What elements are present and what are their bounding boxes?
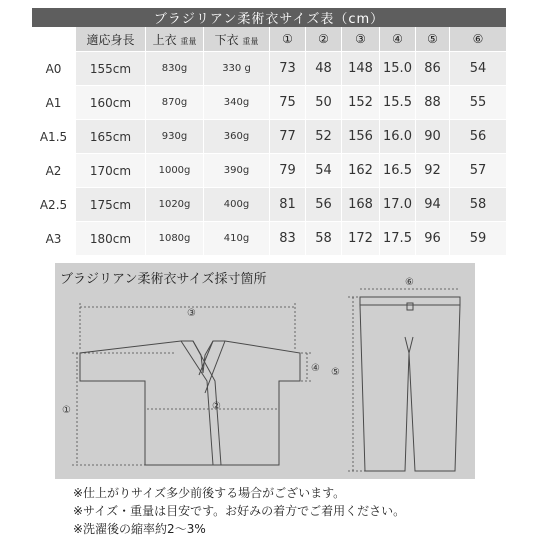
cell-height: 155cm	[76, 51, 146, 85]
cell-m4: 15.0	[380, 51, 416, 85]
cell-m3: 156	[342, 119, 380, 153]
cell-m5: 90	[416, 119, 450, 153]
cell-m6: 55	[450, 85, 506, 119]
note-1: ※仕上がりサイズ多少前後する場合がございます。	[73, 486, 346, 500]
cell-m1: 83	[270, 221, 306, 255]
cell-m3: 152	[342, 85, 380, 119]
cell-size: A1.5	[32, 119, 76, 153]
pants-legs	[360, 305, 460, 471]
table-title: ブラジリアン柔術衣サイズ表（cm）	[32, 8, 506, 27]
cell-size: A3	[32, 221, 76, 255]
header-bottom	[204, 27, 270, 51]
header-m3: ③	[342, 27, 380, 51]
cell-bottom: 390g	[204, 153, 270, 187]
cell-m6: 57	[450, 153, 506, 187]
cell-top: 1020g	[146, 187, 204, 221]
cell-m4: 16.0	[380, 119, 416, 153]
cell-m2: 48	[306, 51, 342, 85]
label-m5: ⑤	[331, 367, 340, 378]
cell-m4: 17.0	[380, 187, 416, 221]
label-m1: ①	[62, 405, 71, 416]
header-m2: ②	[306, 27, 342, 51]
cell-m6: 56	[450, 119, 506, 153]
cell-m4: 16.5	[380, 153, 416, 187]
label-m3: ③	[187, 308, 196, 319]
cell-m6: 58	[450, 187, 506, 221]
cell-bottom: 400g	[204, 187, 270, 221]
cell-m5: 86	[416, 51, 450, 85]
cell-top: 870g	[146, 85, 204, 119]
table-row	[32, 51, 506, 85]
jacket-body	[80, 341, 300, 465]
label-m6: ⑥	[405, 277, 414, 288]
cell-m1: 79	[270, 153, 306, 187]
cell-m4: 15.5	[380, 85, 416, 119]
cell-m2: 56	[306, 187, 342, 221]
size-table-container	[32, 8, 506, 255]
cell-m4: 17.5	[380, 221, 416, 255]
header-height: 適応身長	[76, 27, 146, 51]
cell-height: 160cm	[76, 85, 146, 119]
measurement-diagram	[55, 263, 475, 479]
header-m4: ④	[380, 27, 416, 51]
cell-m1: 75	[270, 85, 306, 119]
header-m6: ⑥	[450, 27, 506, 51]
note-3: ※洗濯後の縮率約2～3%	[73, 522, 206, 536]
table-row	[32, 119, 506, 153]
header-m1: ①	[270, 27, 306, 51]
cell-m2: 50	[306, 85, 342, 119]
cell-m5: 94	[416, 187, 450, 221]
cell-top: 1080g	[146, 221, 204, 255]
cell-m1: 77	[270, 119, 306, 153]
cell-m3: 168	[342, 187, 380, 221]
header-bottom-label: 下衣	[214, 32, 239, 47]
header-m5: ⑤	[416, 27, 450, 51]
cell-m2: 54	[306, 153, 342, 187]
cell-bottom: 330 g	[204, 51, 270, 85]
pants-waist	[360, 297, 460, 305]
size-table	[32, 8, 506, 255]
cell-m3: 162	[342, 153, 380, 187]
cell-m1: 81	[270, 187, 306, 221]
cell-m5: 92	[416, 153, 450, 187]
cell-bottom: 360g	[204, 119, 270, 153]
header-size	[32, 27, 76, 51]
cell-top: 930g	[146, 119, 204, 153]
cell-m3: 148	[342, 51, 380, 85]
cell-m5: 96	[416, 221, 450, 255]
cell-top: 830g	[146, 51, 204, 85]
jacket-measure-lines	[72, 303, 313, 465]
cell-size: A2	[32, 153, 76, 187]
cell-m2: 52	[306, 119, 342, 153]
diagram-svg	[55, 263, 475, 479]
header-top-unit: 重量	[180, 36, 197, 46]
table-header-row	[32, 27, 506, 51]
cell-m6: 59	[450, 221, 506, 255]
cell-size: A2.5	[32, 187, 76, 221]
cell-m5: 88	[416, 85, 450, 119]
label-m4: ④	[311, 363, 320, 374]
cell-height: 175cm	[76, 187, 146, 221]
cell-size: A1	[32, 85, 76, 119]
note-2: ※サイズ・重量は目安です。お好みの着方でご着用ください。	[73, 504, 406, 518]
table-row	[32, 187, 506, 221]
cell-m1: 73	[270, 51, 306, 85]
table-row	[32, 85, 506, 119]
pants-measure-lines	[348, 289, 460, 471]
header-top-label: 上衣	[152, 32, 177, 47]
pants-outline	[360, 297, 460, 471]
notes	[73, 484, 405, 538]
pants-crotch	[405, 337, 413, 353]
label-m2: ②	[212, 401, 221, 412]
jacket-lapel-left	[181, 341, 213, 465]
header-bottom-unit: 重量	[242, 36, 259, 46]
table-row	[32, 153, 506, 187]
pants-drawstring	[407, 303, 413, 310]
cell-height: 180cm	[76, 221, 146, 255]
cell-m3: 172	[342, 221, 380, 255]
table-row	[32, 221, 506, 255]
header-top	[146, 27, 204, 51]
cell-bottom: 410g	[204, 221, 270, 255]
cell-top: 1000g	[146, 153, 204, 187]
cell-height: 165cm	[76, 119, 146, 153]
cell-size: A0	[32, 51, 76, 85]
jacket-outline	[80, 341, 300, 465]
cell-bottom: 340g	[204, 85, 270, 119]
cell-m2: 58	[306, 221, 342, 255]
diagram-title: ブラジリアン柔術衣サイズ採寸箇所	[60, 272, 267, 287]
cell-m6: 54	[450, 51, 506, 85]
cell-height: 170cm	[76, 153, 146, 187]
